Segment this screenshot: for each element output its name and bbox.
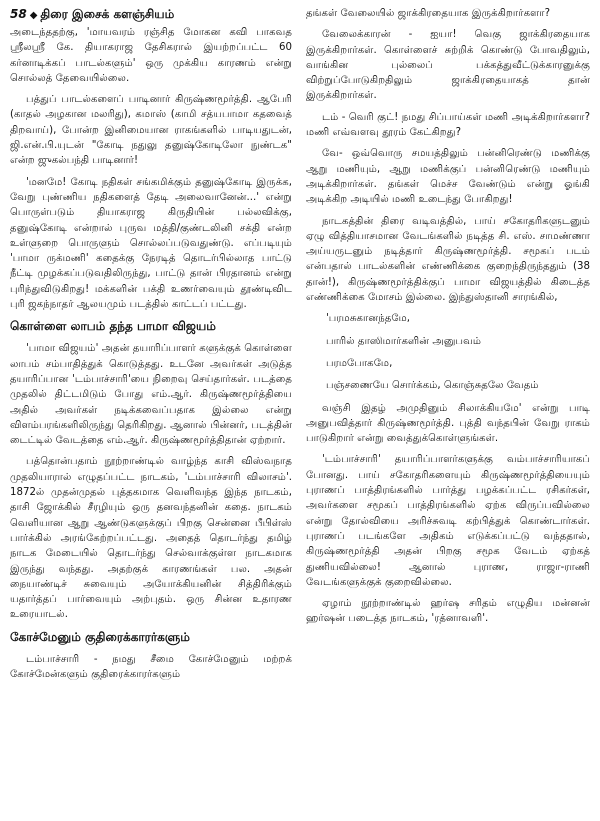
left-column xyxy=(10,6,292,818)
page-number: 58 xyxy=(10,7,27,21)
paragraph: வே- ஒவ்வொரு சமயத்திலும் பன்னிரெண்டு மணிக்கு ஆறு மணியும், ஆறு மணிக்குப் பன்னிரெண்டு மணியும் அடிக்கிறார்கள். தங்கள் மெச்ச வேண்டும் என்று ஓங்கி அடிக்கிற அடியில் மணி உடைந்து போகிறது! xyxy=(306,148,590,206)
section-heading: கொள்ளை லாபம் தந்த பாமா விஜயம் xyxy=(10,319,216,334)
song-verse-line: பாரில் தாஸிமார்களின் அனுபவம் xyxy=(326,335,482,347)
section-heading: கோச்மேனும் குதிரைக்காரர்களும் xyxy=(10,629,190,644)
diamond-icon: ◆ xyxy=(29,10,38,21)
paragraph: 'மனமே! கோடி நதிகள் சங்கமிக்கும் தனுஷ்கோடி இருக்க, வேறு புண்ணிய நதிகளைத் தேடி அலைவானேன்...' என்று பொருள்படும் தியாகராஜ கிருதியின் பல்லவிக்கு, தனுஷ்கோடி என்றால் புருவ மத்தி/குண்டலினி சக்தி என்ற உள்ளுறை பொருளும் சொல்லப்படுவதுண்டு. எப்படியும் 'பாமா ருக்மணி' கதைக்கு நேரடித் தொடர்பில்லாத பாட்டு நீட்டி முழக்கப்படுவதிலிருந்து, பாட்டு தான் பிரதானம் என்று புரிந்துவிடுகிறது! மக்களின் பக்தி உணர்வையும் தூண்டிவிட புரி ஜகந்நாதர் ஆலயமும் படத்தில் காட்டப் பட்டது. xyxy=(10,176,292,311)
paragraph: நாடகத்தின் திரை வடிவத்தில், பாய் சகோதரிகளுடனும் ஏழு வித்தியாசமான வேடங்களில் நடித்த சி. எஸ். சாமண்ணா அய்யருடனும் நடித்தார் கிருஷ்ணமூர்த்தி. சமூகப் படம் என்பதால் பாடல்களின் எண்ணிக்கை குறைந்திருந்ததும் (38 தான்!), கிருஷ்ணமூர்த்திக்குப் பாமா விஜயத்தில் கிடைத்த எண்ணிக்கை மோசம் இல்லை. இந்துஸ்தானி சாரங்கில், xyxy=(306,215,590,304)
paragraph: டம் - வெரி குட்! நமது சிப்பாய்கள் மணி அடிக்கிறார்களா? மணி எவ்வளவு தூரம் கேட்கிறது? xyxy=(306,111,590,139)
paragraph: 'டம்பாச்சாரி' தயாரிப்பாளர்களுக்கு வம்பாச்சாரியாகப் போனது. பாய் சகோதரிகளையும் கிருஷ்ணமூர்த்தியையும் புராணப் பாத்திரங்களில் பார்த்து பழக்கப்பட்ட ரசிகர்கள், அவர்களை சமூகப் பாத்திரங்களில் ஏற்க விருப்பவில்லை என்று தோல்வியை அரிச்சுவடி கற்பித்துக் கொண்டார்கள். புராணப் படங்களே அதிகம் எடுக்கப்பட்டு வந்ததால், கிருஷ்ணமூர்த்தி அதன் பிறகு சமூக வேடம் ஏற்கத் துணியவில்லை! ஆனால் புராண, ராஜா-ராணி வேடங்களுக்குக் குறைவில்லை. xyxy=(306,454,590,588)
page-header xyxy=(10,6,292,24)
song-verse-line: 'பரமசுகானந்தமே, xyxy=(326,313,411,325)
paragraph: வஞ்சி இதழ் அமுதினும் சிலாக்கியமே' என்று பாடி அனுபவித்தார் கிருஷ்ணமூர்த்தி. புத்தி வந்தபின் வேறு ராகம் பாடுகிறார் என்று வைத்துக்கொள்ளுங்கள். xyxy=(306,402,590,445)
paragraph: வேலைக்காரன் - ஐயா! வெகு ஜாக்கிரதையாக இருக்கிறார்கள். கொள்ளைச் சுற்றிக் கொண்டு போவதிலும், வாங்கின புல்லைப் பக்கத்துவீட்டுக்காரனுக்கு விற்றுப்போடுகிறதிலும் ஜாக்கிரதையாகத் தான் இருக்கிறார்கள். xyxy=(306,29,590,102)
paragraph: தங்கள் வேலையில் ஜாக்கிரதையாக இருக்கிறார்களா? xyxy=(306,8,551,19)
right-column xyxy=(306,6,590,818)
paragraph: பத்தொன்பதாம் நூற்றாண்டில் வாழ்ந்த காசி விஸ்வநாத முதலியாரால் எழுதப்பட்ட நாடகம், 'டம்பாச்சாரி விலாசம்'. 1872ல் முதன்முதல் புத்தகமாக வெளிவந்த இந்த நாடகம், தாசி ஜோக்கில் சீரழியும் ஒரு தனவந்தனின் கதை. நாடகம் வெளியான ஆறு ஆண்டுகளுக்குப் பிறகு சென்னை பீபிள்ஸ் பார்க்கில் அரங்கேற்றப்பட்டது. அதைத் தொடர்ந்து தமிழ் நாடக மேடையில் தொடர்ந்து செல்வாக்குள்ள நாடகமாக இருந்து வந்தது. அதற்குக் காரணங்கள் பல. அதன் நையாண்டிச் சுவையும் அயோக்கியனின் சித்திரிக்கும் யதார்த்தப் பார்வையும் அற்புதம். ஒரு சின்ன உதாரண உரையாடல். xyxy=(10,456,292,621)
paragraph: டம்பாச்சாரி - நமது சீமை கோச்மேனும் மற்றக் கோச்மேன்களும் குதிரைக்காரர்களும் xyxy=(10,653,292,680)
paragraph: 'பாமா விஜயம்' அதன் தயாரிப்பாளர் களுக்குக் கொள்ளை லாபம் சம்பாதித்துக் கொடுத்தது. உடனே அவர்கள் அடுத்த தயாரிப்பான 'டம்பாச்சாரி'யை நிறைவு செய்தார்கள். படத்தை முதலில் திட்டமிடும் போது எம்.ஆர். கிருஷ்ணமூர்த்தியை அதில் அவர்கள் நடிக்கவைப்பதாக இல்லை என்று விளம்பரங்களிலிருந்து தெரிகிறது. ஆனால் பின்னர், படத்தின் டைட்டில் வேடத்தை எம்.ஆர். கிருஷ்ணமூர்த்திதான் ஏற்றார். xyxy=(10,343,292,447)
paragraph: ஏழாம் நூற்றாண்டில் ஹர்ஷ சரிதம் எழுதிய மன்னன் ஹர்ஷன் படைத்த நாடகம், 'ரத்னாவளி'. xyxy=(306,598,590,625)
song-verse-line: பரமபோகமே, xyxy=(326,357,393,369)
book-title: திரை இசைக் களஞ்சியம் xyxy=(40,7,175,21)
paragraph: அடைந்ததற்கு, 'மாயவரம் ரஞ்சித மோகன கவி பாகவத ஸ்ரீலஸ்ரீ கே. தியாகராஜ தேசிகரால் இயற்றப்பட்ட 60 கர்னாடிக்கப் பாடல்களும்' ஒரு முக்கிய காரணம் என்று சொல்லத் தேவையில்லை. xyxy=(10,27,292,84)
song-verse-line: பஞ்சணையே சொர்க்கம், கொஞ்சுதலே வேதம் xyxy=(326,380,539,392)
paragraph: பத்துப் பாடல்களைப் பாடினார் கிருஷ்ணமூர்த்தி. ஆபேரி (காதல் அழகான மலரிது), கமாஸ் (காமி சத்யபாமா கதவைத் திறவாய்), போன்ற இனிமையான ராகங்களில் பாடியதுடன், ஜி.என்.பி.யுடன் "கோடி நதுலு தனுஷ்கோடிலோ நுண்டக" என்ற ஜுகல்பந்தி பாடினார்! xyxy=(10,94,292,167)
